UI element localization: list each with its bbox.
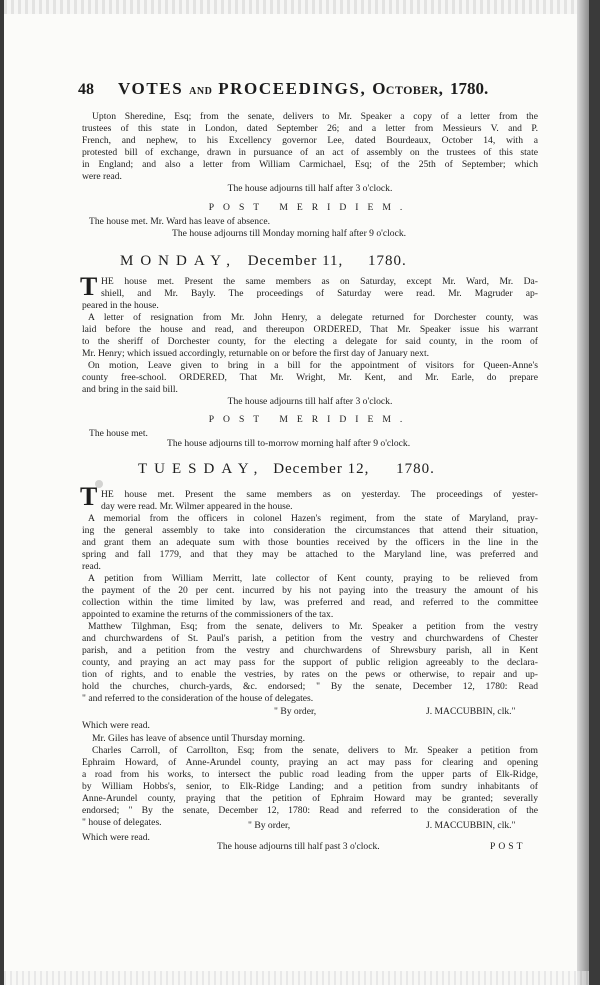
text-line: appointed to examine the returns of the commissioners of the tax. <box>82 609 334 620</box>
text-line: read. <box>82 561 101 572</box>
text-line: and bring in the said bill. <box>82 384 178 395</box>
text-line: endorsed; " By the senate, December 12, 1780: Read and referred to the consideration of the <box>82 805 538 816</box>
clerk-signature: J. MACCUBBIN, clk." <box>426 820 516 831</box>
text-line: Anne-Arundel county, praying that the petition of Ephraim Howard may be granted; severally <box>82 793 538 804</box>
text-line: the payment of the 20 per cent. incurred by his not paying into the treasury the amount of his <box>82 585 538 596</box>
text-line: and churchwardens of St. Paul's parish, a petition from the vestry and churchwardens of Chester <box>82 633 538 644</box>
text-line: and grant them an adequate sum with those bounties received by the officers in the line in the <box>82 537 538 548</box>
text-line: HE house met. Present the same members as on Saturday, except Mr. Ward, Mr. Da- <box>101 276 538 287</box>
text-line: A petition from William Merritt, late collector of Kent county, praying to be relieved from <box>88 573 538 584</box>
text-line: The house met. Mr. Ward has leave of absence. <box>89 216 271 227</box>
day-date: December 12, <box>273 461 370 477</box>
text-line: a road from his works, to intersect the public road leading from the upper parts of Elk-Ridge, <box>82 769 538 780</box>
page-number: 48 <box>78 81 94 98</box>
adjourn-line: The house adjourns till to-morrow morning half after 9 o'clock. <box>167 438 411 449</box>
text-line: " house of delegates. <box>82 817 162 828</box>
post-meridiem-heading: POST MERIDIEM. <box>208 202 412 213</box>
day-heading-monday <box>120 253 407 270</box>
text-line: Mr. Henry; which issued accordingly, returnable on or before the first day of January next. <box>82 348 430 359</box>
text-line: Mr. Giles has leave of absence until Thursday morning. <box>92 733 305 744</box>
day-date: December 11, <box>247 253 344 269</box>
text-line: protested bill of exchange, drawn in pursuance of an act of assembly on the trustees of this state <box>82 147 538 158</box>
adjourn-line: The house adjourns till half after 3 o'clock. <box>227 183 393 194</box>
text-line: trustees of this state in London, dated September 26; and a letter from Messieurs V. and P. <box>82 123 538 134</box>
title-month: October, <box>372 79 444 98</box>
clerk-signature: J. MACCUBBIN, clk." <box>426 706 516 717</box>
text-line: tion of rights, and to enable the vestries, by rates on the pews or otherwise, to repair and up- <box>82 669 538 680</box>
adjourn-line: The house adjourns till half past 3 o'clock. <box>217 841 380 852</box>
day-name: TUESDAY, <box>138 461 265 477</box>
title-votes: VOTES <box>118 79 184 98</box>
document-page <box>4 0 589 985</box>
drop-cap: T <box>80 272 98 301</box>
text-line: Which were read. <box>82 720 150 731</box>
day-name: MONDAY, <box>120 253 237 269</box>
text-line: A memorial from the officers in colonel Hazen's regiment, from the state of Maryland, pray- <box>88 513 538 524</box>
title-year: 1780. <box>450 79 489 98</box>
post-meridiem-heading: POST MERIDIEM. <box>208 414 412 425</box>
text-line: " and referred to the consideration of the house of delegates. <box>82 693 314 704</box>
text-line: On motion, Leave given to bring in a bill for the appointment of visitors for Queen-Anne's <box>88 360 538 371</box>
page-edge-shadow <box>577 0 589 985</box>
title-and: AND <box>189 86 213 97</box>
by-order-line: " By order, <box>248 820 291 831</box>
text-line: by William Hobbs's, senior, to Elk-Ridge Landing; and a petition from sundry inhabitants of <box>82 781 538 792</box>
by-order-line: " By order, <box>274 706 317 717</box>
text-line: county free-school. ORDERED, That Mr. Wright, Mr. Kent, and Mr. Earle, do prepare <box>82 372 538 383</box>
catchword: POST <box>490 841 526 852</box>
running-title <box>118 79 443 99</box>
adjourn-line: The house adjourns till Monday morning half after 9 o'clock. <box>172 228 407 239</box>
drop-cap: T <box>80 482 98 511</box>
text-line: HE house met. Present the same members as on yesterday. The proceedings of yester- <box>101 489 538 500</box>
day-year: 1780. <box>368 253 407 269</box>
text-line: Upton Sheredine, Esq; from the senate, delivers to Mr. Speaker a copy of a letter from the <box>92 111 538 122</box>
text-line: shiell, and Mr. Bayly. The proceedings of Saturday were read. Mr. Magruder ap- <box>101 288 538 299</box>
text-line: day were read. Mr. Wilmer appeared in the house. <box>101 501 293 512</box>
adjourn-line: The house adjourns till half after 3 o'clock. <box>227 396 393 407</box>
day-year: 1780. <box>396 461 435 477</box>
day-heading-tuesday <box>138 461 435 478</box>
text-line: parish, and a petition from the vestry and churchwardens of Shrewsbury parish, all in Kent <box>82 645 538 656</box>
text-line: Matthew Tilghman, Esq; from the senate, delivers to Mr. Speaker a petition from the vestry <box>88 621 538 632</box>
text-line: to the sheriff of Dorchester county, for the electing a delegate for said county, in the room of <box>82 336 538 347</box>
text-line: Ephraim Howard, of Anne-Arundel county, praying an act may pass for clearing and opening <box>82 757 538 768</box>
text-line: Which were read. <box>82 832 150 843</box>
title-proceedings: PROCEEDINGS, <box>218 79 367 98</box>
ink-smudge <box>95 480 103 488</box>
text-line: Charles Carroll, of Carrollton, Esq; from the senate, delivers to Mr. Speaker a petition from <box>92 745 538 756</box>
text-line: spring and fall 1779, and that they may be attached to the Maryland line, was preferred and <box>82 549 538 560</box>
text-line: French, and nephew, to his Excellency governor Lee, dated Bourdeaux, October 14, with a <box>82 135 538 146</box>
text-line: collection within the time limited by law, was preferred and read, and referred to the committee <box>82 597 538 608</box>
text-line: peared in the house. <box>82 300 159 311</box>
text-line: hold the churches, church-yards, &c. endorsed; " By the senate, December 12, 1780: Read <box>82 681 538 692</box>
text-line: county, and praying an act may pass for the support of public religion agreeably to the declara- <box>82 657 538 668</box>
text-line: The house met. <box>89 428 148 439</box>
text-line: in England; and also a letter from William Carmichael, Esq; of the 25th of September; which <box>82 159 538 170</box>
text-line: ing the general assembly to take into consideration the circumstances that attend their situation, <box>82 525 538 536</box>
text-line: A letter of resignation from Mr. John Henry, a delegate returned for Dorchester county, was <box>88 312 538 323</box>
text-line: laid before the house and read, and thereupon ORDERED, That Mr. Speaker issue his warrant <box>82 324 538 335</box>
text-line: were read. <box>82 171 122 182</box>
